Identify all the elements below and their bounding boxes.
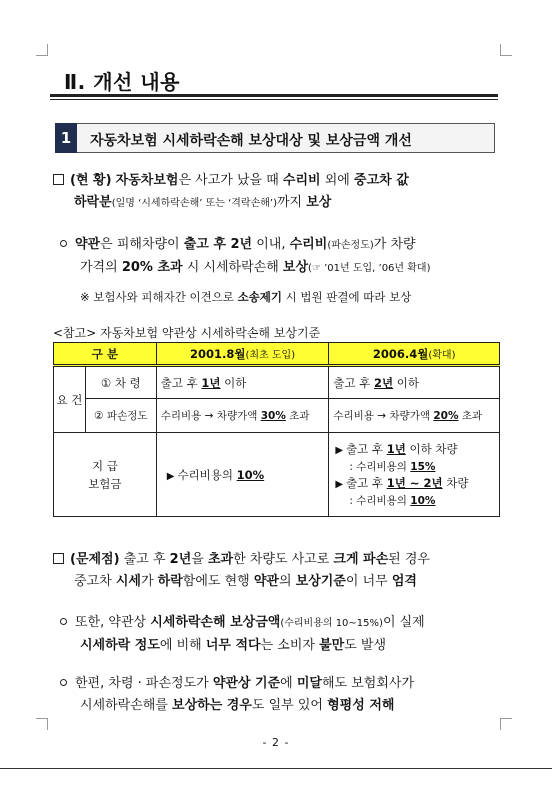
problem-paragraph: (문제점) 출고 후 2년을 초과한 차량도 사고로 크게 파손된 경우 중고차 시세가 하락함에도 현행 약관의 보상기준이 너무 엄격 — [53, 549, 430, 593]
note-paragraph: ※ 보험사와 피해자간 이견으로 소송제기 시 법원 판결에 따라 보상 — [80, 290, 412, 304]
payment-2001: ▶ 수리비용의 10% — [156, 433, 329, 517]
header-2006: 2006.4월(확대) — [329, 343, 500, 366]
table-header-row — [54, 343, 500, 366]
square-bullet-icon — [53, 174, 64, 185]
row-damage-2001: 수리비용 → 차량가액 30% 초과 — [156, 399, 329, 433]
table-row — [54, 399, 500, 433]
page-number: - 2 - — [262, 736, 290, 749]
payment-2006: ▶ 출고 후 1년 이하 차량 : 수리비용의 15% ▶ 출고 후 1년 ~ 2년 차량 : 수리비용의 10% — [329, 433, 500, 517]
section-title — [50, 62, 498, 100]
circle-bullet-icon — [60, 618, 67, 625]
table-row — [54, 366, 500, 399]
triangle-bullet-icon: ▶ — [335, 444, 344, 456]
subsection-title — [55, 123, 495, 153]
row-damage-2006: 수리비용 → 차량가액 20% 초과 — [329, 399, 500, 433]
crop-mark-bottom-right — [500, 718, 512, 730]
circle-bullet-icon — [60, 679, 67, 686]
header-2001: 2001.8월(최초 도입) — [156, 343, 329, 366]
payment-label: 지 급 보험금 — [54, 433, 157, 517]
row-age-label: ① 차 령 — [85, 366, 156, 399]
compensation-criteria-table — [53, 342, 500, 517]
problem-detail-2: 한편, 차령 · 파손정도가 약관상 기준에 미달해도 보험회사가 시세하락손해를 보상하는 경우도 일부 있어 형평성 저해 — [60, 673, 414, 717]
requirement-label: 요 건 — [54, 366, 86, 433]
row-age-2006: 출고 후 2년 이하 — [329, 366, 500, 399]
crop-mark-bottom-left — [36, 718, 48, 730]
subsection-number-badge: 1 — [55, 123, 77, 153]
crop-mark-top-right — [500, 44, 512, 56]
header-category: 구 분 — [54, 343, 157, 366]
row-age-2001: 출고 후 1년 이하 — [156, 366, 329, 399]
triangle-bullet-icon: ▶ — [166, 470, 175, 482]
reference-label: <참고> 자동차보험 약관상 시세하락손해 보상기준 — [53, 326, 321, 340]
table-row — [54, 433, 500, 517]
row-damage-label: ② 파손정도 — [85, 399, 156, 433]
bottom-rule — [0, 768, 552, 769]
section-title-rule — [50, 94, 498, 97]
subsection-title-text: 자동차보험 시세하락손해 보상대상 및 보상금액 개선 — [90, 133, 412, 149]
problem-detail-1: 또한, 약관상 시세하락손해 보상금액(수리비용의 10~15%)이 실제 시세하락 정도에 비해 너무 적다는 소비자 불만도 발생 — [60, 612, 425, 657]
terms-paragraph: 약관은 피해차량이 출고 후 2년 이내, 수리비(파손정도)가 차량 가격의 20% 초과 시 시세하락손해 보상(☞ ’01년 도입, ’06년 확대) — [60, 234, 430, 280]
circle-bullet-icon — [60, 240, 67, 247]
crop-mark-top-left — [36, 44, 48, 56]
status-paragraph: (현 황) 자동차보험은 사고가 났을 때 수리비 외에 중고차 값 하락분(일명 ‘시세하락손해’ 또는 ‘격락손해’)까지 보상 — [53, 170, 409, 215]
section-title-text: Ⅱ. 개선 내용 — [64, 70, 180, 94]
triangle-bullet-icon: ▶ — [335, 478, 344, 490]
section-title-rule-thin — [50, 99, 498, 100]
square-bullet-icon — [53, 553, 64, 564]
